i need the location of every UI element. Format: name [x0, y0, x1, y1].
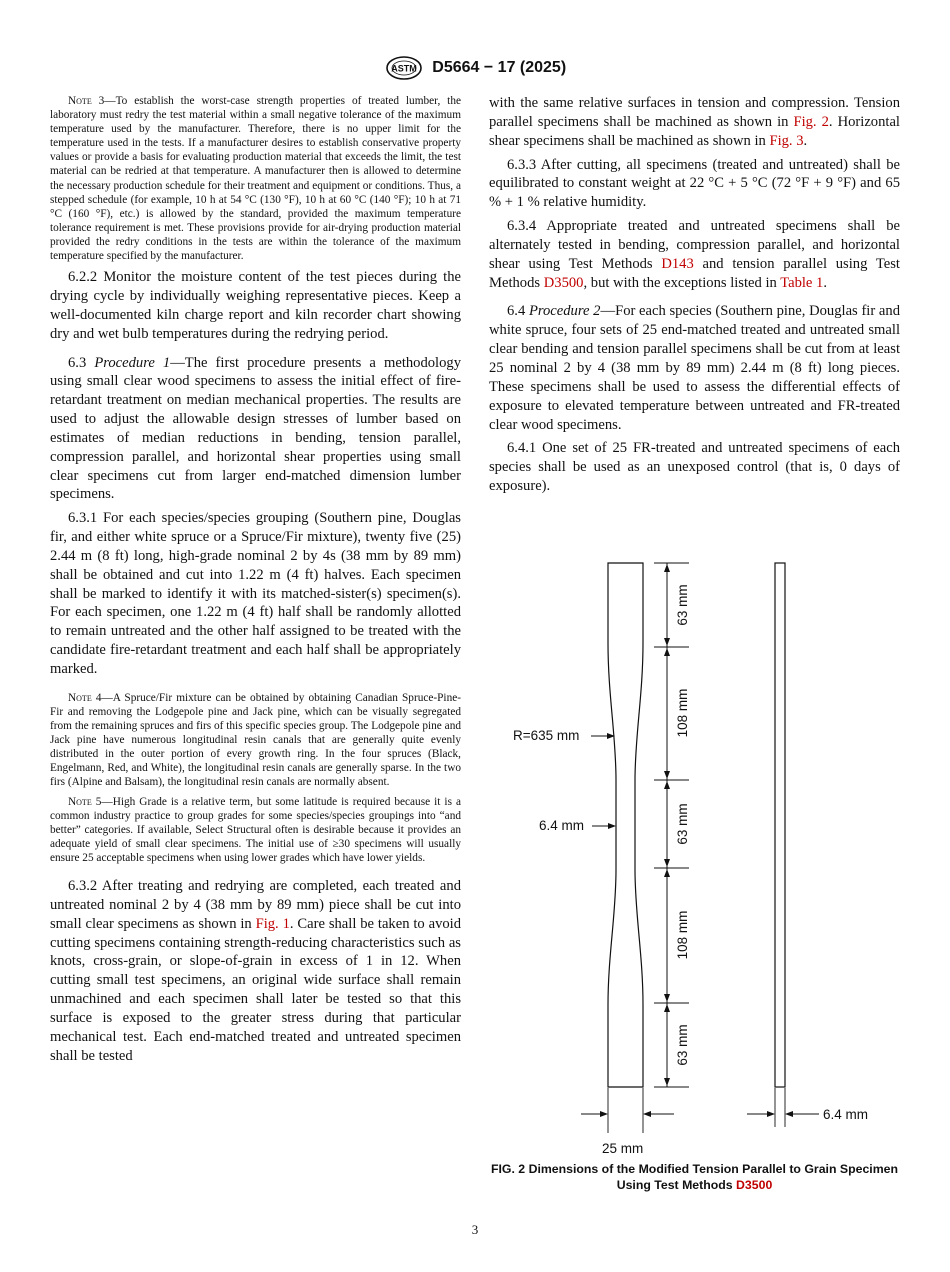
section-6-3-1: 6.3.1 For each species/species grouping (Southern pine, Douglas fir, and either white spruce or a Spruce/Fir mixture), twenty five (25) 2.44 m (8 ft) long, high-grade nominal 2 by 4s (38 mm by 89 mm) shall be obtained and cut into 1.22 m (4 ft) halves. Each specimen shall be marked to identify it with its matched-sister(s) specimen(s). For each specimen, one 1.22 m (4 ft) half shall be randomly allotted to remain untreated and the other half assigned to be treated with the candidate fire-retardant treatment and each half shall be appropriately marked.	[50, 510, 461, 677]
fig-2-link[interactable]: Fig. 2	[793, 113, 829, 130]
dim-label-bottom-grip: 63 mm	[675, 1024, 690, 1066]
specimen-side-view	[775, 563, 785, 1087]
section-6-3-2-continued: with the same relative surfaces in tension and compression. Tension parallel specimens shall be machined as shown in Fig. 2. Horizontal shear specimens shall be machined as shown in Fig. 3.	[489, 95, 900, 149]
section-6-4: 6.4 Procedure 2—For each species (Southern pine, Douglas fir and white spruce, four sets of 25 end-matched treated and untreated small clear bending and tension parallel specimens shall be cut from at least 25 nominal 2 by 4 (38 mm by 89 mm) 2.44 m (8 ft) long pieces. These specimens shall be used to assess the differential effects of exposure to elevated temperature between untreated and FR-treated clear wood specimens.	[489, 303, 901, 433]
caption-d3500-link[interactable]: D3500	[736, 1178, 773, 1192]
fig-1-link[interactable]: Fig. 1	[255, 915, 290, 932]
section-6-4-1: 6.4.1 One set of 25 FR-treated and untreated specimens of each species shall be used as an unexposed control (that is, 0 days of exposure).	[489, 440, 900, 495]
dim-label-top-grip: 63 mm	[675, 584, 690, 626]
d143-link[interactable]: D143	[661, 255, 694, 272]
astm-logo-icon	[384, 56, 424, 80]
note-5: Note 5—High Grade is a relative term, but some latitude is required because it is a common industry practice to group grades for some species/species groupings into “and better” categories. If available, Select Structural often is desirable because it provides an adequate yield of small clear specimens. The initial use of ≥30 specimens will usually ensure 25 acceptable specimens when using lower grades which have lower yields.	[50, 795, 461, 864]
note-4: Note 4—A Spruce/Fir mixture can be obtained by obtaining Canadian Spruce-Pine-Fir and removing the Lodgepole pine and Jack pine, which can be visually segregated from the remaining spruces and firs of this specific species group. The Lodgepole pine and Jack pine have numerous longitudinal resin canals that are generally quite evenly distributed in the outer portion of every growth ring. In the four spruces (Black, Engelmann, Red, and White), the longitudinal resin canals are generally sparse. In the two firs (Alpine and Balsam), the longitudinal resin canals are normally absent.	[50, 691, 461, 789]
section-6-3-3: 6.3.3 After cutting, all specimens (treated and untreated) shall be equilibrated to constant weight at 22 °C + 5 °C (72 °F + 9 °F) and 65 % + 1 % relative humidity.	[489, 156, 900, 211]
dim-label-lower-taper: 108 mm	[675, 910, 690, 960]
table-1-link[interactable]: Table 1	[780, 274, 824, 291]
right-column	[489, 94, 900, 496]
page-number: 3	[471, 1222, 479, 1237]
svg-text:ASTM: ASTM	[391, 63, 417, 74]
dim-label-neck: 63 mm	[675, 803, 690, 845]
document-number: D5664 − 17 (2025)	[432, 59, 567, 76]
figure-2-caption: FIG. 2 Dimensions of the Modified Tension Parallel to Grain Specimen Using Test Methods D3500	[490, 1162, 898, 1192]
section-6-3-2: 6.3.2 After treating and redrying are completed, each treated and untreated nominal 2 by 4 (38 mm by 89 mm) piece shall be cut into small clear specimens as shown in Fig. 1. Care shall be taken to avoid cutting specimens containing strength-reducing characteristics such as knots, cross-grain, or slope-of-grain in excess of 1 in 12. When cutting small test specimens, an original wide surface shall remain unmachined and each specimen shall later be tested so that this surface is exposed to the greater stress during that particular mechanical test. Each end-matched treated and untreated specimen shall be tested	[50, 877, 462, 1064]
section-6-3-4: 6.3.4 Appropriate treated and untreated specimens shall be alternately tested in bending, compression parallel, and horizontal shear using Test Methods D143 and tension parallel using Test Methods D3500, but with the exceptions listed in Table 1.	[489, 218, 900, 291]
dim-label-upper-taper: 108 mm	[675, 688, 690, 738]
d3500-link[interactable]: D3500	[543, 274, 584, 291]
section-6-2-2: 6.2.2 Monitor the moisture content of the test pieces during the drying cycle by individually weighing representative pieces. Keep a well-documented kiln charge report and kiln recorder chart showing dry and wet bulb temperatures during the redrying period.	[50, 269, 461, 342]
figure-2-drawing	[489, 555, 900, 1155]
width-label: 25 mm	[602, 1141, 644, 1155]
thickness-label: 6.4 mm	[823, 1107, 869, 1122]
note-3: Note 3—To establish the worst-case strength properties of treated lumber, the laboratory must redry the test material within a small negative tolerance of the maximum temperature used by the manufacturer. Therefore, there is no upper limit for the temperature used in the tests. If a manufacturer desires to establish conservative property values or provide a basis for evaluating production material that exceeds the limit, the test material can be redried at that temperature. A manufacturer then is allowed to determine the necessary production schedule for their treatment and equipment or conditions. Thus, a stepped schedule (for example, 10 h at 54 °C (130 °F), 10 h at 60 °C (140 °F); 10 h at 71 °C (160 °F), etc.) is allowed by the standard, provided the maximum temperature tolerance requirement is met. These provisions provide for air-drying production material provided the redry conditions in the tests are within the tolerance of the maximum temperature specified by the manufacturer.	[50, 95, 461, 263]
section-6-3: 6.3 Procedure 1—The first procedure presents a methodology using small clear wood specimens to assess the initial effect of fire-retardant treatment on median mechanical properties. The results are used to adjust the allowable design stresses of lumber based on estimates of median reductions in bending, tension parallel, compression parallel, and horizontal shear properties using small clear specimens cut from larger end-matched dimension lumber specimens.	[50, 354, 461, 503]
radius-label: R=635 mm	[513, 728, 580, 743]
page-header	[0, 56, 950, 80]
fig-3-link[interactable]: Fig. 3	[769, 132, 804, 149]
tension-specimen-diagram	[489, 555, 900, 1155]
neck-width-label: 6.4 mm	[539, 818, 585, 833]
left-column	[50, 94, 461, 1065]
